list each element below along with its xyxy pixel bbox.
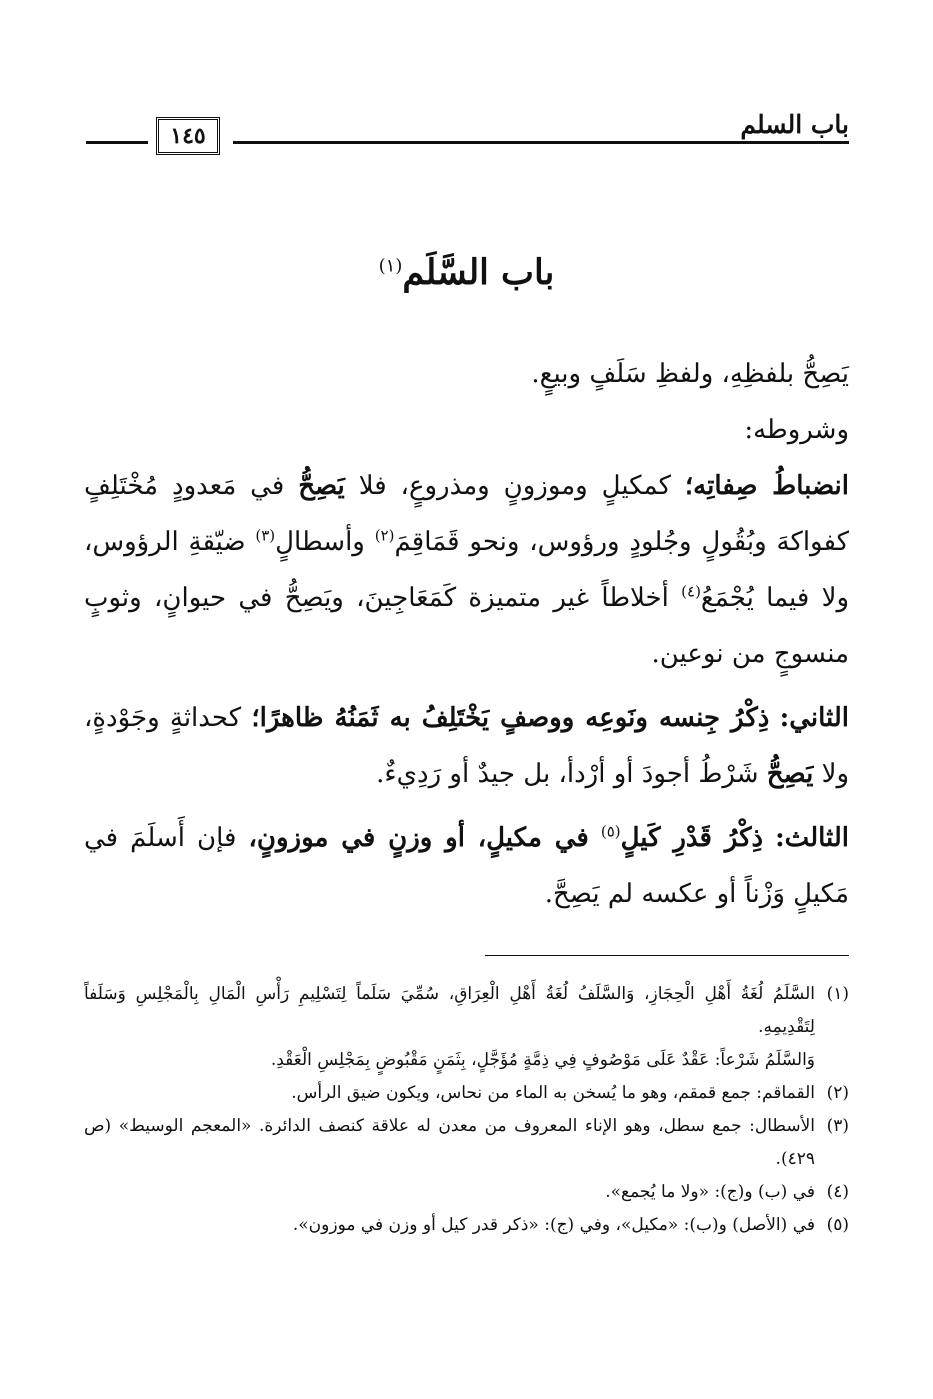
footnote-ref-1: (١) bbox=[378, 255, 403, 277]
footnote-number: (٣) bbox=[826, 1116, 849, 1136]
footnote-1 bbox=[84, 978, 849, 1044]
paragraph-conditions-heading: وشروطه: bbox=[744, 415, 849, 445]
condition-1-label: انضباطُ صِفاتِه؛ bbox=[684, 471, 849, 501]
footnote-ref-4: (٤) bbox=[681, 582, 701, 601]
footnote-ref-3: (٣) bbox=[255, 526, 276, 545]
main-text bbox=[84, 346, 849, 922]
footnote-3 bbox=[84, 1110, 849, 1176]
footnotes bbox=[84, 978, 849, 1242]
condition-2-text-b: شَرْطُ أجودَ أو أرْدأ، بل جيدٌ أو رَدِيءٌ. bbox=[376, 759, 759, 789]
footnote-2 bbox=[84, 1077, 849, 1110]
header-rule-right bbox=[233, 141, 849, 144]
footnote-text: في (الأصل) و(ب): «مكيل»، وفي (ج): «ذكر قدر كيل أو وزن في موزون». bbox=[292, 1215, 815, 1235]
paragraph-condition-2 bbox=[84, 690, 849, 802]
footnote-text: القماقم: جمع قمقم، وهو ما يُسخن به الماء من نحاس، ويكون ضيق الرأس. bbox=[291, 1083, 815, 1103]
footnote-number: (٤) bbox=[826, 1182, 849, 1202]
condition-1-text-e: أخلاطاً غير متميزة كَمَعَاجِينَ، ويَصِحُّ في حيوانٍ، وثوبٍ منسوجٍ من نوعين. bbox=[84, 583, 849, 669]
footnote-text: السَّلَمُ لُغَةُ أَهْلِ الْحِجَازِ، وَالسَّلَفُ لُغَةُ أَهْلِ الْعِرَاقِ، سُمِّيَ سَلَماً لِتَسْلِيمِ رَأْسِ الْمَالِ بِالْمَجْلِسِ وَسَلَفاً لِتَقْدِيمِهِ. bbox=[84, 984, 815, 1037]
footnote-text: في (ب) و(ج): «ولا ما يُجمع». bbox=[605, 1182, 815, 1202]
chapter-title bbox=[0, 252, 933, 293]
condition-3-text-a: فإن أَسلَمَ في مَكيلٍ وَزْناً أو عكسه لم يَصِحَّ. bbox=[84, 823, 849, 909]
condition-1-text-a: كمكيلٍ وموزونٍ ومذروعٍ، فلا bbox=[358, 471, 671, 501]
condition-2-label: الثاني: bbox=[779, 703, 850, 733]
condition-3-bold-b: في مكيلٍ، أو وزنٍ في موزونٍ، bbox=[248, 823, 589, 853]
footnote-5 bbox=[84, 1209, 849, 1242]
footnote-number: (٥) bbox=[826, 1215, 849, 1235]
condition-1-emphasis: يَصِحُّ bbox=[298, 471, 345, 501]
condition-1-text-c: وأسطالٍ bbox=[275, 527, 365, 557]
footnote-separator bbox=[485, 955, 849, 956]
condition-1-text-b: في مَعدودٍ مُخْتَلِفٍ كفواكهَ وبُقُولٍ وجُلودٍ ورؤوس، ونحو قَمَاقِمَ bbox=[84, 471, 850, 557]
footnote-number: (١) bbox=[826, 984, 849, 1004]
condition-2-emphasis: يَصِحُّ bbox=[766, 759, 814, 789]
condition-3-label: الثالث: bbox=[775, 823, 850, 853]
footnote-ref-2: (٢) bbox=[374, 526, 395, 545]
footnote-4 bbox=[84, 1176, 849, 1209]
condition-2-bold-text: ذِكْرُ جِنسه ونَوعِه ووصفٍ يَخْتَلِفُ به ثَمَنُهُ ظاهرًا؛ bbox=[251, 703, 770, 733]
running-header-title: باب السلم bbox=[740, 110, 849, 139]
paragraph-condition-3 bbox=[84, 810, 849, 922]
header-rule-left bbox=[86, 141, 148, 144]
footnote-ref-5: (٥) bbox=[600, 822, 621, 841]
condition-1-text-d: ضيّقةِ الرؤوس، ولا فيما يُجْمَعُ bbox=[84, 527, 850, 613]
condition-3-bold-a: ذِكْرُ قَدْرِ كَيلٍ bbox=[620, 823, 764, 853]
footnote-number: (٢) bbox=[826, 1083, 849, 1103]
paragraph-intro: يَصِحُّ بلفظِهِ، ولفظِ سَلَفٍ وبيعٍ. bbox=[531, 359, 849, 389]
paragraph-condition-1 bbox=[84, 458, 849, 682]
page-number: ١٤٥ bbox=[156, 117, 220, 155]
footnote-1-continuation: وَالسَّلَمُ شَرْعاً: عَقْدٌ عَلَى مَوْصُوفٍ فِي ذِمَّةٍ مُؤَجَّلٍ، بِثَمَنٍ مَقْبُوضٍ بِمَجْلِسِ الْعَقْدِ. bbox=[270, 1050, 815, 1070]
chapter-title-text: باب السَّلَم bbox=[402, 252, 555, 293]
condition-2-text-a: كحداثةٍ وجَوْدةٍ، ولا bbox=[84, 703, 849, 789]
footnote-text: الأسطال: جمع سطل، وهو الإناء المعروف من معدن له علاقة كنصف الدائرة. «المعجم الوسيط» (ص ٤٢٩). bbox=[84, 1116, 815, 1169]
